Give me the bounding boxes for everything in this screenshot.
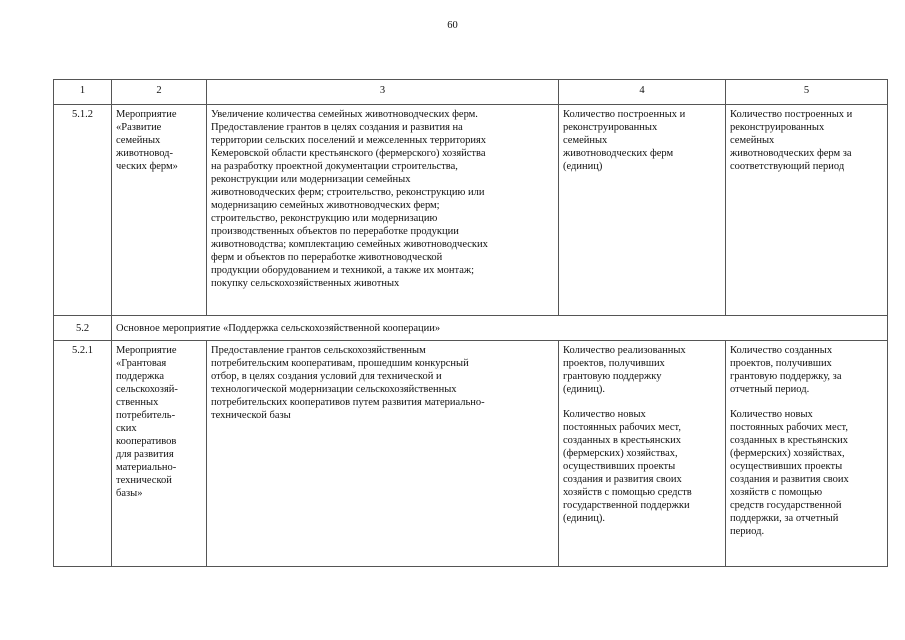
calculation-paragraph: Количество новых постоянных рабочих мест, созданных в крестьянских (фермерских) хозяйствах, осуществивших проекты создания и развития своих хозяйств с помощью средств государственной поддержки, за отчетный период. — [730, 409, 849, 537]
table-header-row — [54, 80, 888, 105]
indicator-cell: Количество построенных и реконструированных семейных животноводческих ферм (единиц) — [559, 105, 726, 316]
header-cell: 4 — [559, 80, 726, 105]
indicator-paragraph: Количество новых постоянных рабочих мест, созданных в крестьянских (фермерских) хозяйствах, осуществивших проекты создания и развития своих хозяйств с помощью средств государственной поддержки (единиц). — [563, 409, 692, 524]
table-row — [54, 105, 888, 316]
event-description: Предоставление грантов сельскохозяйственным потребительским кооперативам, прошедшим конкурсный отбор, в целях создания условий для технической и технологической модернизации сельскохозяйственных потребительских кооперативов путем развития материально- технической базы — [207, 341, 559, 567]
table-row — [54, 341, 888, 567]
calculation-paragraph: Количество созданных проектов, получивших грантовую поддержку, за отчетный период. — [730, 345, 842, 395]
calculation-cell: Количество построенных и реконструированных семейных животноводческих ферм за соответствующий период — [726, 105, 888, 316]
row-number: 5.1.2 — [54, 105, 112, 316]
section-row — [54, 316, 888, 341]
event-name: Мероприятие «Развитие семейных животновод- ческих ферм» — [112, 105, 207, 316]
indicator-paragraph: Количество реализованных проектов, получивших грантовую поддержку (единиц). — [563, 345, 686, 395]
section-title: Основное мероприятие «Поддержка сельскохозяйственной кооперации» — [112, 316, 888, 341]
row-number: 5.2.1 — [54, 341, 112, 567]
header-cell: 2 — [112, 80, 207, 105]
event-name: Мероприятие «Грантовая поддержка сельскохозяй- ственных потребитель- ских кооперативов для развития материально- технической базы» — [112, 341, 207, 567]
section-number: 5.2 — [54, 316, 112, 341]
calculation-cell — [726, 341, 888, 567]
header-cell: 3 — [207, 80, 559, 105]
header-cell: 1 — [54, 80, 112, 105]
event-description: Увеличение количества семейных животноводческих ферм. Предоставление грантов в целях создания и развития на территории сельских поселений и межселенных территориях Кемеровской области крестьянского (фермерского) хозяйства на разработку проектной документации строительства, реконструкции или модернизации семейных животноводческих ферм; строительство, реконструкцию или модернизацию семейных животноводческих ферм; строительство, реконструкцию или модернизацию производственных объектов по переработке продукции животноводства; комплектацию семейных животноводческих ферм и объектов по переработке животноводческой продукции оборудованием и техникой, а также их монтаж; покупку сельскохозяйственных животных — [207, 105, 559, 316]
page-number: 60 — [447, 20, 458, 31]
program-table — [53, 79, 888, 567]
header-cell: 5 — [726, 80, 888, 105]
indicator-cell — [559, 341, 726, 567]
